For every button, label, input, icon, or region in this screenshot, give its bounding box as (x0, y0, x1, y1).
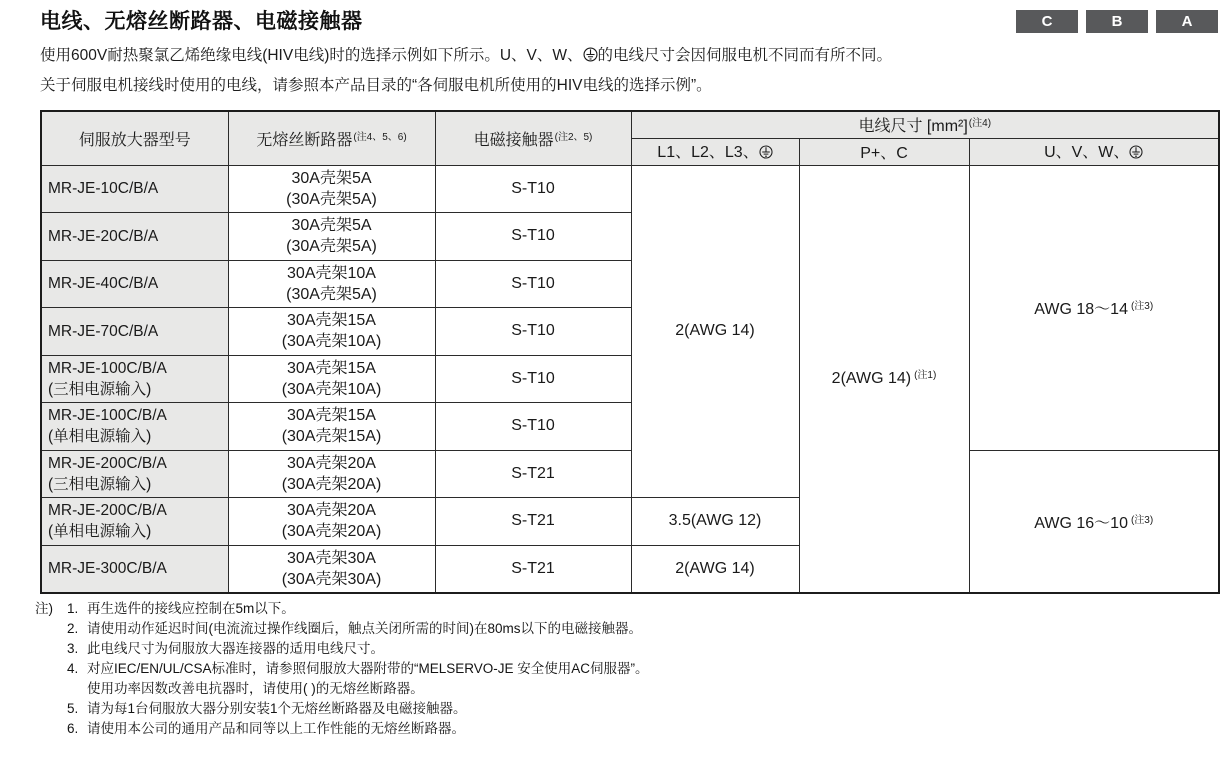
contactor-cell: S-T10 (435, 403, 631, 451)
notes-label: 注) (35, 601, 53, 616)
note-item: 3. 此电线尺寸为伺服放大器连接器的适用电线尺寸。 (67, 641, 384, 656)
breaker-cell: 30A壳架15A (30A壳架10A) (228, 308, 435, 356)
breaker-cell: 30A壳架20A (30A壳架20A) (228, 498, 435, 546)
note-item: 6. 请使用本公司的通用产品和同等以上工作性能的无熔丝断路器。 (67, 721, 465, 736)
header-col-u-v-w: U、V、W、 (969, 138, 1219, 165)
note-item: 2. 请使用动作延迟时间(电流流过操作线圈后，触点关闭所需的时间)在80ms以下的电磁接触器。 (67, 621, 643, 636)
wire-pc-cell: 2(AWG 14) $^{(注1)}$ (799, 165, 969, 593)
page-title: 电线、无熔丝断路器、电磁接触器 (40, 10, 363, 33)
contactor-cell: S-T21 (435, 498, 631, 546)
header-col-p-plus-c: P+、C (799, 138, 969, 165)
wire-uvw-cell-rows1to6: AWG 18～14 $^{(注3)}$ (969, 165, 1219, 450)
model-cell: MR-JE-20C/B/A (41, 213, 228, 261)
header-col-l1-l2-l3: L1、L2、L3、 (631, 138, 799, 165)
model-cell: MR-JE-200C/B/A (三相电源输入) (41, 450, 228, 498)
breaker-cell: 30A壳架5A (30A壳架5A) (228, 213, 435, 261)
corner-badges (1016, 10, 1218, 33)
contactor-cell: S-T21 (435, 450, 631, 498)
note-4-lines: 对应IEC/EN/UL/CSA标准时，请参照伺服放大器附带的“MELSERVO-JE 安全使用AC伺服器”。 使用功率因数改善电抗器时，请使用( )的无熔丝断路器。 (87, 661, 649, 696)
wire-size-note-ref: (注4) (968, 118, 992, 130)
uvw-note-ref: (注3) (1130, 301, 1154, 312)
wire-uvw-cell-rows7to9: AWG 16～10 $^{(注3)}$ (969, 450, 1219, 593)
header-wire-size-group: 电线尺寸 [mm²]$^{(注4)}$ (631, 111, 1219, 138)
model-cell: MR-JE-100C/B/A (三相电源输入) (41, 355, 228, 403)
pc-note-ref: (注1) (914, 369, 937, 381)
wire-l123-cell-rows1to7: 2(AWG 14) (631, 165, 799, 498)
wire-breaker-contactor-table (40, 110, 1220, 594)
notes-list (67, 599, 649, 739)
breaker-note-ref: (注4、5、6) (353, 131, 407, 143)
intro-line-2: 关于伺服电机接线时使用的电线，请参照本产品目录的“各伺服电机所使用的HIV电线的选择示例”。 (40, 77, 712, 94)
badge-a: A (1156, 10, 1218, 33)
model-cell: MR-JE-200C/B/A (单相电源输入) (41, 498, 228, 546)
header-row-group (41, 111, 1219, 138)
note-item: 5. 请为每1台伺服放大器分别安装1个无熔丝断路器及电磁接触器。 (67, 701, 467, 716)
breaker-cell: 30A壳架10A (30A壳架5A) (228, 260, 435, 308)
model-cell: MR-JE-300C/B/A (41, 545, 228, 593)
header-no-fuse-breaker: 无熔丝断路器$^{(注4、5、6)}$ (228, 111, 435, 165)
note-item: 4. 对应IEC/EN/UL/CSA标准时，请参照伺服放大器附带的“MELSERVO-JE 安全使用AC伺服器”。 使用功率因数改善电抗器时，请使用( )的无熔丝断路器。 (67, 659, 649, 699)
uvw-note-ref: (注3) (1130, 514, 1154, 526)
wire-l123-cell-row9: 2(AWG 14) (631, 545, 799, 593)
table-header (41, 111, 1219, 165)
table-row (41, 450, 1219, 498)
footnotes (35, 599, 649, 739)
header-magnetic-contactor: 电磁接触器$^{(注2、5)}$ (435, 111, 631, 165)
contactor-note-ref: (注2、5) (554, 131, 593, 143)
contactor-cell: S-T10 (435, 260, 631, 308)
contactor-cell: S-T21 (435, 545, 631, 593)
badge-c: C (1016, 10, 1078, 33)
ground-icon (1129, 145, 1143, 164)
badge-b: B (1086, 10, 1148, 33)
contactor-cell: S-T10 (435, 165, 631, 213)
breaker-cell: 30A壳架15A (30A壳架10A) (228, 355, 435, 403)
model-cell: MR-JE-40C/B/A (41, 260, 228, 308)
model-cell: MR-JE-70C/B/A (41, 308, 228, 356)
breaker-cell: 30A壳架30A (30A壳架30A) (228, 545, 435, 593)
note-item: 1. 再生选件的接线应控制在5m以下。 (67, 601, 295, 616)
breaker-cell: 30A壳架5A (30A壳架5A) (228, 165, 435, 213)
intro-line-1: 使用600V耐热聚氯乙烯绝缘电线(HIV电线)时的选择示例如下所示。U、V、W、 的电线尺寸会因伺服电机不同而有所不同。 (40, 42, 1205, 72)
ground-icon (759, 145, 773, 164)
contactor-cell: S-T10 (435, 355, 631, 403)
table-row (41, 165, 1219, 213)
breaker-cell: 30A壳架20A (30A壳架20A) (228, 450, 435, 498)
ground-icon (583, 44, 598, 72)
breaker-cell: 30A壳架15A (30A壳架15A) (228, 403, 435, 451)
model-cell: MR-JE-10C/B/A (41, 165, 228, 213)
contactor-cell: S-T10 (435, 308, 631, 356)
wire-l123-cell-row8: 3.5(AWG 12) (631, 498, 799, 546)
header-servo-amplifier-model: 伺服放大器型号 (41, 111, 228, 165)
model-cell: MR-JE-100C/B/A (单相电源输入) (41, 403, 228, 451)
contactor-cell: S-T10 (435, 213, 631, 261)
intro-paragraph (40, 42, 1205, 100)
